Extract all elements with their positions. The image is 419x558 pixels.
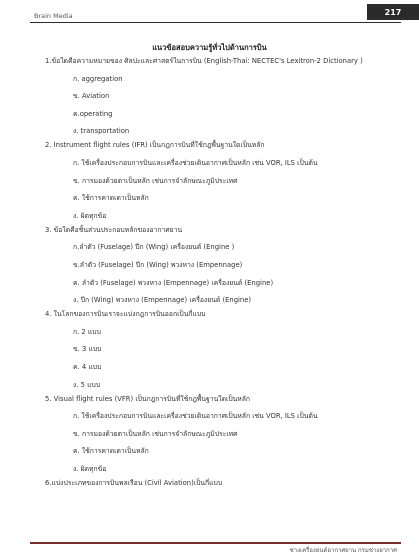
question-block: [45, 56, 395, 136]
answer-option: ก.ลำตัว (Fuselage) ปีก (Wing) เครื่องยนต์ (Engine ): [73, 243, 235, 252]
question-list: [45, 56, 395, 488]
question-text: 3. ข้อใดคือชิ้นส่วนประกอบหลักของอากาศยาน: [45, 225, 183, 234]
publisher-name: Brain Media: [34, 12, 73, 20]
answer-option: ข.ลำตัว (Fuselage) ปีก (Wing) พวงหาง (Empennage): [73, 260, 243, 269]
answer-option: ง. 5 แบบ: [73, 380, 101, 389]
answer-option: ก. ใช้เครื่องประกอบการบินและเครื่องช่วยเดินอากาศเป็นหลัก เช่น VOR, ILS เป็นต้น: [73, 158, 318, 167]
question-block: [45, 478, 395, 488]
answer-option: ค. ใช้การคาดเดาเป็นหลัก: [73, 447, 149, 456]
answer-option: ง. transportation: [73, 127, 130, 136]
footer-text: ช่างเครื่องยนต์อากาศยาน กรมช่างอากาศ: [289, 547, 397, 554]
answer-option: ข. 3 แบบ: [73, 345, 102, 354]
question-block: [45, 309, 395, 389]
question-text: 2. Instrument flight rules (IFR) เป็นกฎการบินที่ใช้กฎพื้นฐานใดเป็นหลัก: [45, 141, 265, 150]
answer-option: ข. การมองด้วยตาเป็นหลัก เช่นการจำลักษณะภูมิประเทศ: [73, 176, 238, 185]
question-block: [45, 140, 395, 220]
answer-option: ข. การมองด้วยตาเป็นหลัก เช่นการจำลักษณะภูมิประเทศ: [73, 429, 238, 438]
answer-option: ค. 4 แบบ: [73, 362, 102, 371]
page-number: 217: [367, 4, 419, 20]
answer-option: ค. ลำตัว (Fuselage) พวงหาง (Empennage) เครื่องยนต์ (Engine): [73, 278, 274, 287]
footer-divider: [30, 542, 401, 544]
answer-option: ง. ปีก (Wing) พวงหาง (Empennage) เครื่องยนต์ (Engine): [73, 296, 252, 305]
question-text: 5. Visual flight rules (VFR) เป็นกฎการบินที่ใช้กฎพื้นฐานใดเป็นหลัก: [45, 394, 251, 403]
answer-option: ก. ใช้เครื่องประกอบการบินและเครื่องช่วยเดินอากาศเป็นหลัก เช่น VOR, ILS เป็นต้น: [73, 412, 318, 421]
answer-option: ข. Aviation: [73, 92, 110, 101]
question-text: 6.แบ่งประเภทของการบินพลเรือน (Civil Aviation)เป็นกี่แบบ: [45, 478, 223, 487]
page-title: แนวข้อสอบความรู้ทั่วไปด้านการบิน: [152, 43, 267, 52]
question-text: 1.ข้อใดคือความหมายของ ศิลปะและศาสตร์ในการบิน (English-Thai: NECTEC's Lexitron-2 Dictionary ): [45, 57, 363, 65]
answer-option: ก. aggregation: [73, 74, 123, 83]
question-block: [45, 225, 395, 305]
answer-option: ค. ใช้การคาดเดาเป็นหลัก: [73, 194, 149, 203]
header-divider: [30, 22, 401, 23]
answer-option: ง. ผิดทุกข้อ: [73, 464, 107, 473]
question-block: [45, 394, 395, 474]
answer-option: ค.operating: [73, 109, 113, 118]
answer-option: ง. ผิดทุกข้อ: [73, 211, 107, 220]
question-text: 4. ในโลกของการบินเราจะแบ่งกฎการบินออกเป็นกี่แบบ: [45, 310, 206, 319]
answer-option: ก. 2 แบบ: [73, 327, 101, 336]
